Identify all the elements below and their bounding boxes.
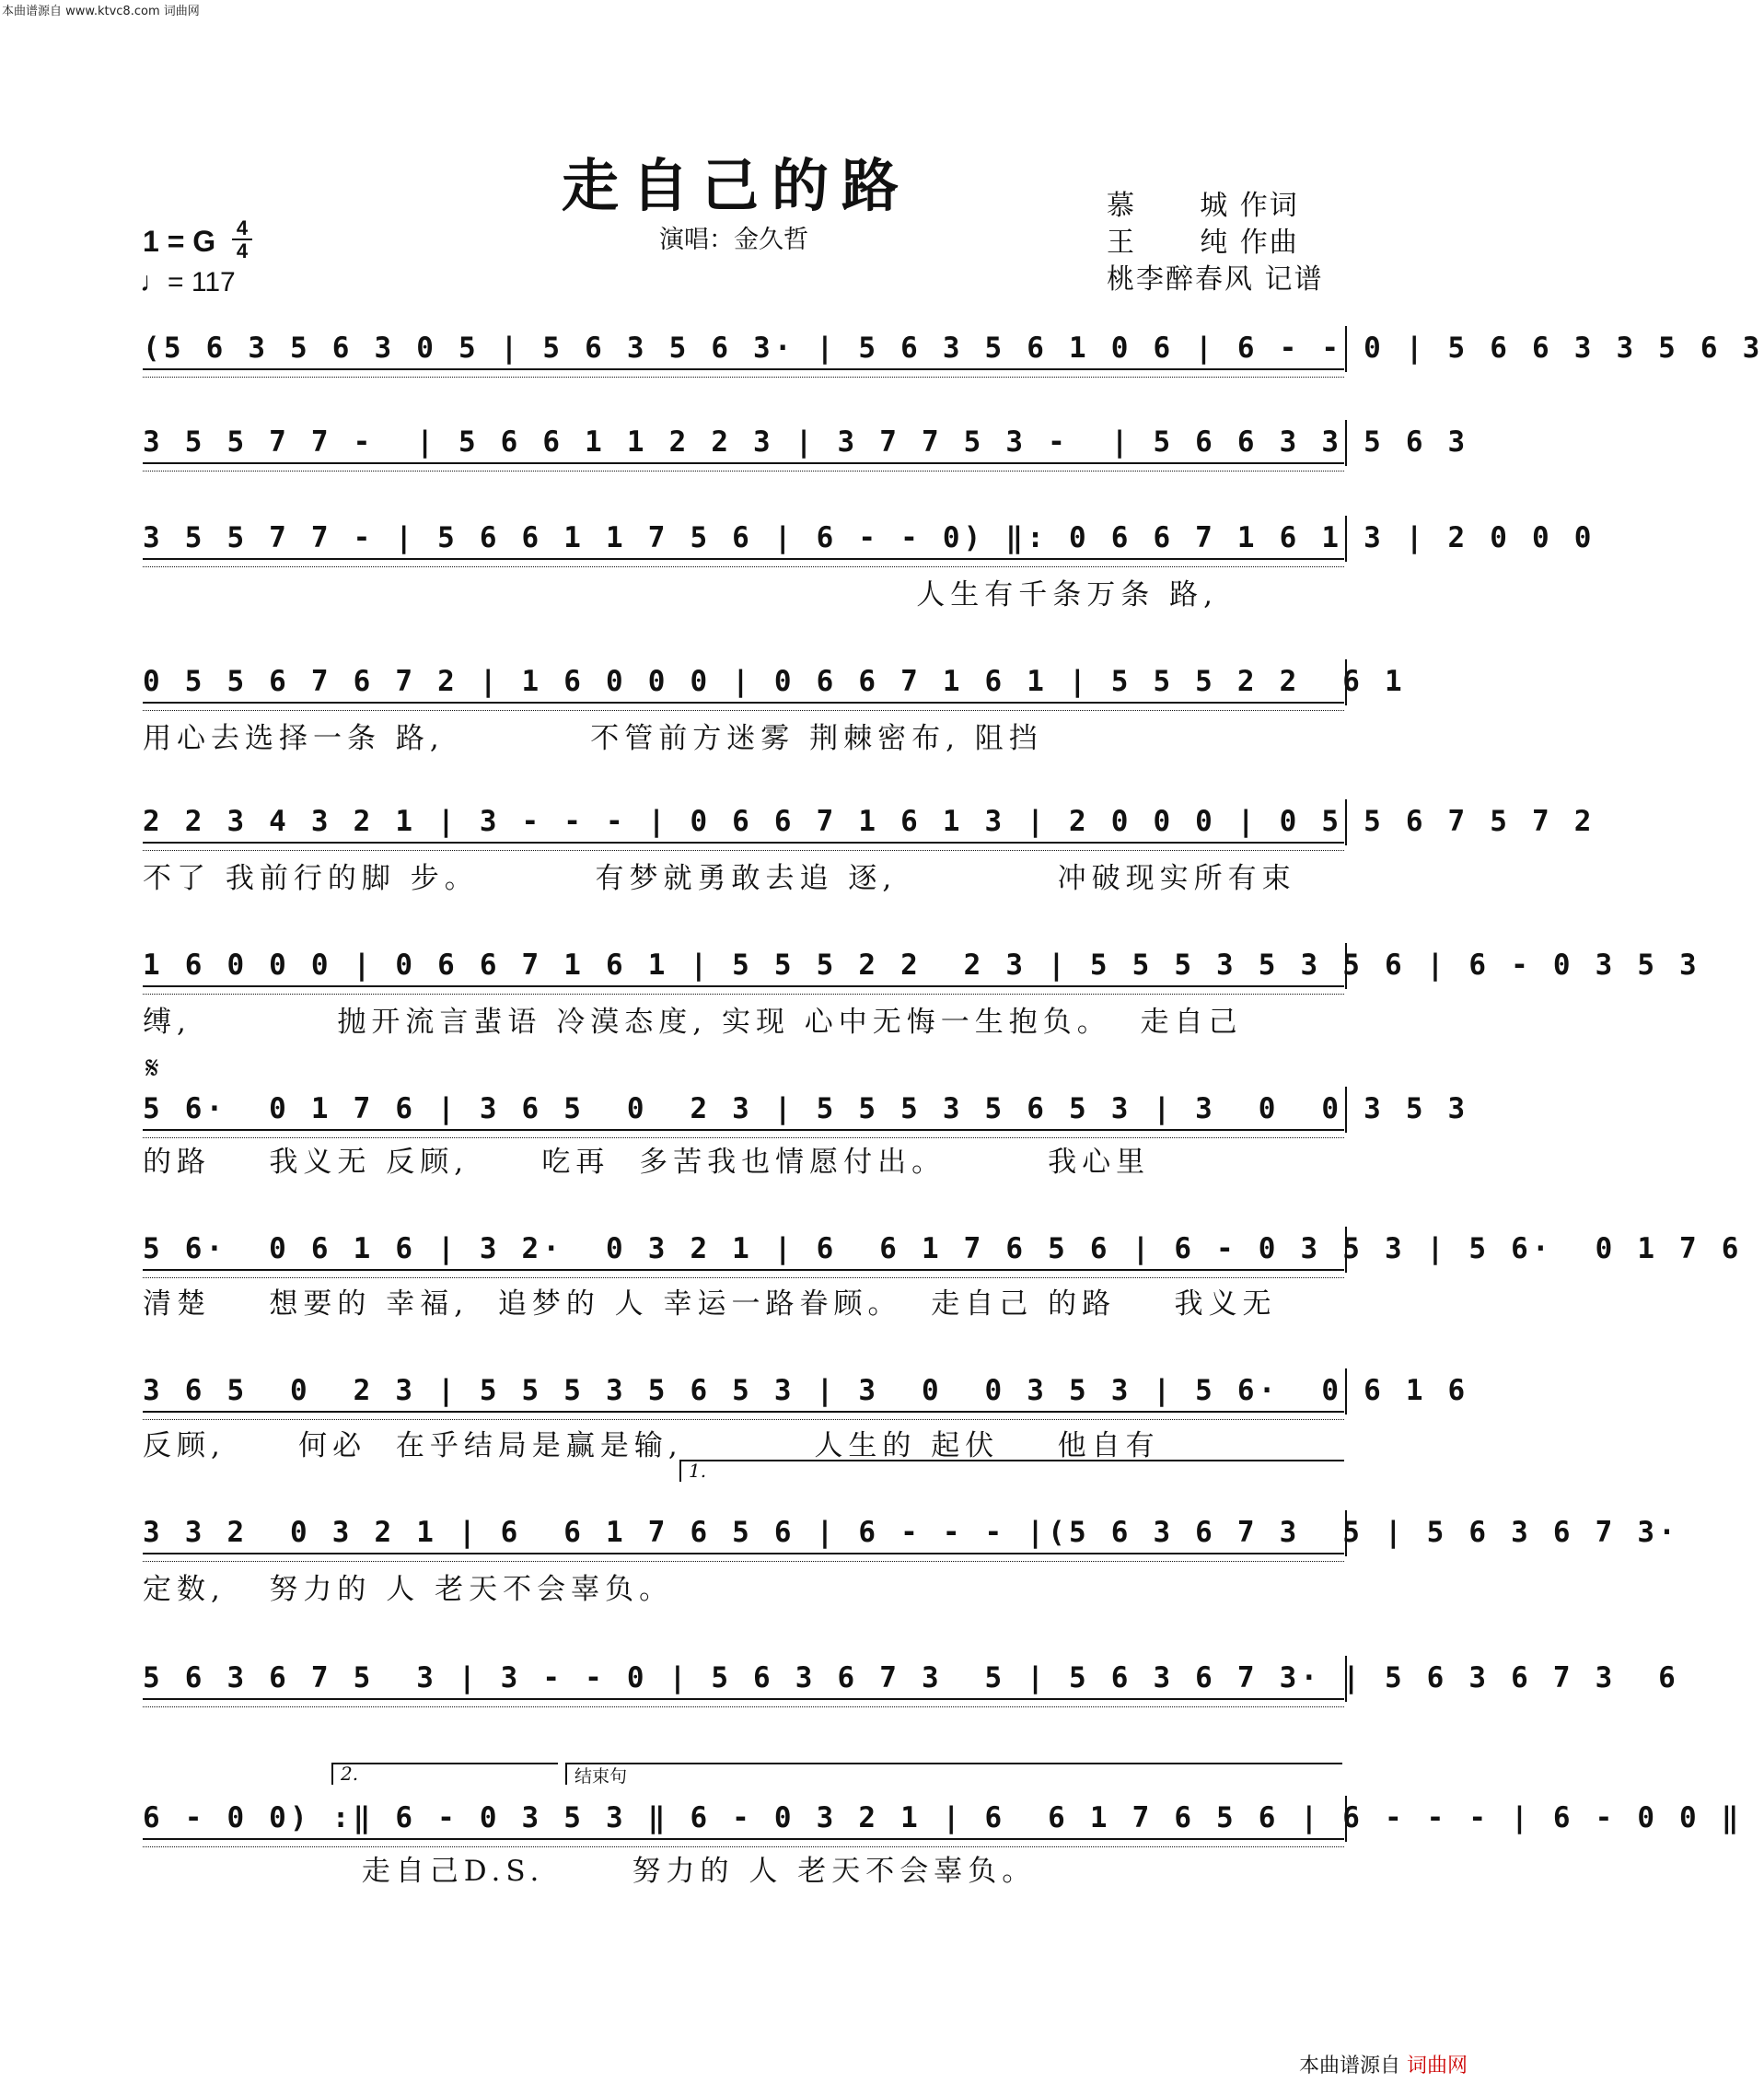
barline xyxy=(1345,943,1347,989)
quarter-note-icon: ♩ xyxy=(140,267,168,297)
lyricist-credit: 慕 城 作词 xyxy=(1107,190,1299,222)
staff-row-1 xyxy=(143,332,1764,389)
notes-row-12: 6 - 0 0) :‖ 6 - 0 3 5 3 ‖ 6 - 0 3 2 1 | 6 6 1 7 6 5 6 | 6 - - - | 6 - 0 0 ‖ xyxy=(143,1801,1344,1840)
lyrics-row-12: 走自己D.S. 努力的 人 老天不会辜负。 xyxy=(143,1855,1037,1888)
notes-row-8: 5 6· 0 6 1 6 | 3 2· 0 3 2 1 | 6 6 1 7 6 5 6 | 6 - 0 3 5 3 | 5 6· 0 1 7 6 xyxy=(143,1232,1344,1271)
time-signature-bottom: 4 xyxy=(236,239,249,262)
barline xyxy=(1345,1796,1347,1842)
lyrics-row-8: 清楚 想要的 幸福, 追梦的 人 幸运一路眷顾。 走自己 的路 我义无 xyxy=(143,1287,1277,1321)
footer-source: 本曲谱源自 xyxy=(1298,2055,1400,2078)
song-title: 走自己的路 xyxy=(561,152,911,219)
ending-phrase-bracket: 结束句 xyxy=(565,1763,1342,1785)
tempo-marking xyxy=(140,267,236,298)
lyrics-row-9: 反顾, 何必 在乎结局是赢是输, 人生的 起伏 他自有 xyxy=(143,1429,1160,1462)
notes-row-5: 2 2 3 4 3 2 1 | 3 - - - | 0 6 6 7 1 6 1 3 | 2 0 0 0 | 0 5 5 6 7 5 7 2 xyxy=(143,805,1344,844)
footer-site-name: 词曲网 xyxy=(1406,2055,1468,2078)
staff-row-10 xyxy=(143,1516,1680,1573)
source-watermark: 本曲谱源自 www.ktvc8.com 词曲网 xyxy=(2,5,200,18)
time-signature xyxy=(230,217,254,262)
singer-credit: 演唱：金久哲 xyxy=(659,226,808,254)
notes-row-7: 5 6· 0 1 7 6 | 3 6 5 0 2 3 | 5 5 5 3 5 6 5 3 | 3 0 0 3 5 3 xyxy=(143,1092,1344,1131)
barline xyxy=(1345,420,1347,466)
staff-row-3 xyxy=(143,521,1596,578)
notes-row-9: 3 6 5 0 2 3 | 5 5 5 3 5 6 5 3 | 3 0 0 3 5 3 | 5 6· 0 6 1 6 xyxy=(143,1374,1344,1413)
barline xyxy=(1345,1510,1347,1556)
key-signature: 1 = G xyxy=(143,225,216,258)
barline xyxy=(1345,659,1347,705)
notes-row-4: 0 5 5 6 7 6 7 2 | 1 6 0 0 0 | 0 6 6 7 1 6 1 | 5 5 5 2 2 6 1 xyxy=(143,665,1344,704)
barline xyxy=(1345,1368,1347,1415)
notes-row-1: (5 6 3 5 6 3 0 5 | 5 6 3 5 6 3· | 5 6 3 5 6 1 0 6 | 6 - - 0 | 5 6 6 3 3 5 6 3 xyxy=(143,332,1344,370)
barline xyxy=(1345,1227,1347,1273)
volta-second-ending: 2. xyxy=(331,1763,558,1785)
lyrics-row-3: 人生有千条万条 路, xyxy=(143,578,1218,611)
barline xyxy=(1345,1656,1347,1702)
time-signature-top: 4 xyxy=(236,216,249,239)
notes-row-10: 3 3 2 0 3 2 1 | 6 6 1 7 6 5 6 | 6 - - - |(5 6 3 6 7 3 5 | 5 6 3 6 7 3· xyxy=(143,1516,1344,1554)
staff-row-4 xyxy=(143,665,1406,722)
barline xyxy=(1345,1087,1347,1133)
tempo-value: = 117 xyxy=(168,267,236,297)
staff-row-11 xyxy=(143,1661,1680,1718)
staff-row-6 xyxy=(143,949,1700,1006)
staff-row-2 xyxy=(143,425,1469,483)
lyrics-row-7: 的路 我义无 反顾, 吃再 多苦我也情愿付出。 我心里 xyxy=(143,1146,1151,1179)
lyrics-row-4: 用心去选择一条 路, 不管前方迷雾 荆棘密布, 阻挡 xyxy=(143,722,1043,755)
lyrics-row-5: 不了 我前行的脚 步。 有梦就勇敢去追 逐, 冲破现实所有束 xyxy=(143,862,1296,895)
volta-first-ending: 1. xyxy=(679,1460,1344,1482)
notes-row-2: 3 5 5 7 7 - | 5 6 6 1 1 2 2 3 | 3 7 7 5 3 - | 5 6 6 3 3 5 6 3 xyxy=(143,425,1344,464)
notes-row-6: 1 6 0 0 0 | 0 6 6 7 1 6 1 | 5 5 5 2 2 2 3 | 5 5 5 3 5 3 5 6 | 6 - 0 3 5 3 xyxy=(143,949,1344,987)
lyrics-row-10: 定数, 努力的 人 老天不会辜负。 xyxy=(143,1573,674,1606)
transcriber-credit: 桃李醉春风 记谱 xyxy=(1107,263,1324,296)
staff-row-5 xyxy=(143,805,1596,862)
notes-row-3: 3 5 5 7 7 - | 5 6 6 1 1 7 5 6 | 6 - - 0) ‖: 0 6 6 7 1 6 1 3 | 2 0 0 0 xyxy=(143,521,1344,560)
footer-watermark xyxy=(1299,2050,1468,2078)
barline xyxy=(1345,326,1347,372)
barline xyxy=(1345,799,1347,845)
notes-row-11: 5 6 3 6 7 5 3 | 3 - - 0 | 5 6 3 6 7 3 5 | 5 6 3 6 7 3· | 5 6 3 6 7 3 6 xyxy=(143,1661,1344,1700)
segno-icon: 𝄋 xyxy=(145,1050,159,1087)
lyrics-row-6: 缚, 抛开流言蜚语 冷漠态度, 实现 心中无悔一生抱负。 走自己 xyxy=(143,1006,1243,1039)
composer-credit: 王 纯 作曲 xyxy=(1107,227,1299,259)
barline xyxy=(1345,516,1347,562)
